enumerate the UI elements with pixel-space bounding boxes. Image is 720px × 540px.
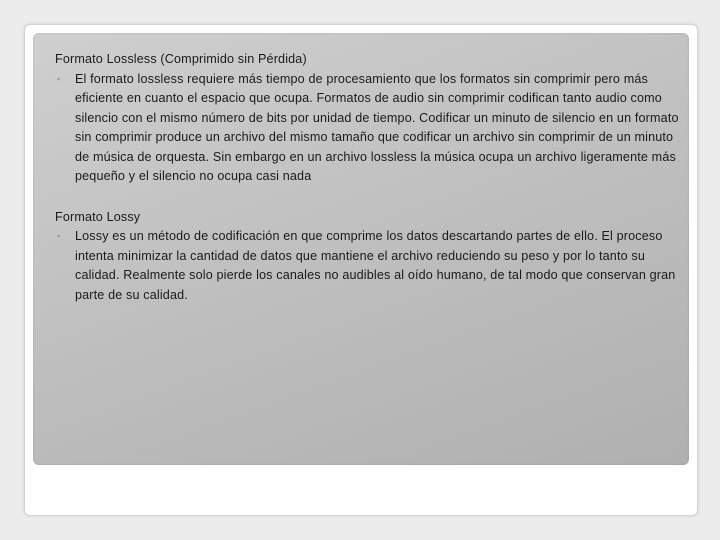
lossless-bullet	[55, 70, 680, 187]
lossy-bullet	[55, 227, 680, 305]
lossless-heading: Formato Lossless (Comprimido sin Pérdida)	[55, 52, 307, 66]
lossy-bullet-text: Lossy es un método de codificación en que comprime los datos descartando partes de ello. El proceso intenta minimizar la cantidad de datos que mantiene el archivo reduciendo su peso y por lo tanto su calidad. Realmente solo pierde los canales no audibles al oído humano, de tal modo que conservan gran parte de su calidad.	[75, 229, 676, 302]
bullet-square-icon: ▪	[57, 231, 61, 241]
lossy-heading: Formato Lossy	[55, 209, 141, 224]
section-spacer	[55, 187, 680, 208]
slide-text-block	[55, 50, 680, 305]
content-panel	[33, 33, 689, 465]
slide-frame	[24, 24, 698, 516]
lossless-bullet-text: El formato lossless requiere más tiempo de procesamiento que los formatos sin comprimir pero más eficiente en cuanto el espacio que ocupa. Formatos de audio sin comprimir codifican tanto audio como silencio con el mismo número de bits por unidad de tiempo. Codificar un minuto de silencio en un formato sin comprimir produce un archivo del mismo tamaño que codificar un archivo sin comprimir de un minuto de música de orquesta. Sin embargo en un archivo lossless la música ocupa un archivo ligeramente más pequeño y el silencio no ocupa casi nada	[75, 71, 679, 183]
bullet-square-icon: ▪	[57, 73, 61, 84]
